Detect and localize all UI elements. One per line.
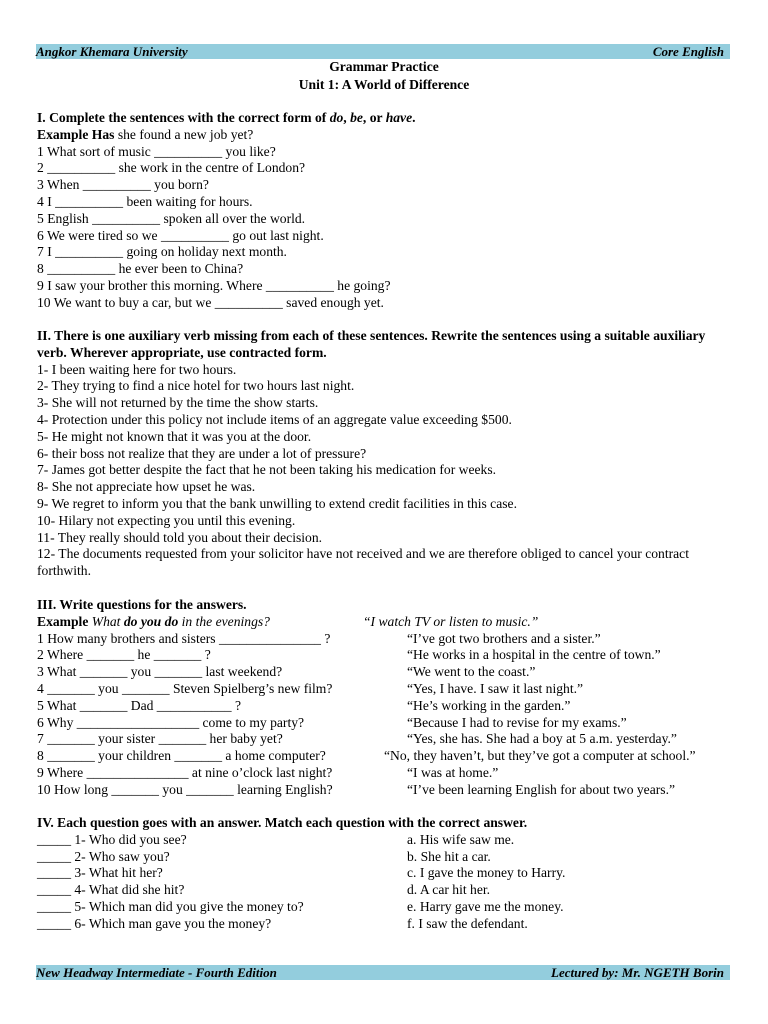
section-1: [37, 110, 737, 312]
list-item: 10 We want to buy a car, but we __________ saved enough yet.: [37, 294, 384, 310]
header-band: [36, 44, 730, 59]
textbook-name: New Headway Intermediate - Fourth Edition: [36, 965, 277, 980]
list-item: 2- They trying to find a nice hotel for two hours last night.: [37, 378, 355, 394]
section-3-example: Example What do you do in the evenings? “I watch TV or listen to music.”: [37, 613, 539, 629]
section-2-heading: II. There is one auxiliary verb missing from each of these sentences. Rewrite the sentences using a suitable auxiliary verb. Wherever appropriate, use contracted form.: [37, 328, 706, 360]
question-row: 2 Where _______ he _______ ? “He works in a hospital in the centre of town.”: [37, 647, 661, 663]
footer-band: [36, 965, 730, 980]
question-row: 6 Why __________________ come to my party? “Because I had to revise for my exams.”: [37, 714, 627, 730]
list-item: 9 I saw your brother this morning. Where __________ he going?: [37, 277, 391, 293]
section-4: [37, 815, 737, 933]
match-row: _____ 6- Which man gave you the money? f. I saw the defendant.: [37, 915, 528, 931]
list-item: 2 __________ she work in the centre of London?: [37, 160, 306, 176]
list-item: 8 __________ he ever been to China?: [37, 261, 244, 277]
list-item: 11- They really should told you about their decision.: [37, 529, 323, 545]
list-item: 7 I __________ going on holiday next month.: [37, 244, 287, 260]
question-row: 3 What _______ you _______ last weekend? “We went to the coast.”: [37, 664, 536, 680]
question-row: 1 How many brothers and sisters _______________ ? “I’ve got two brothers and a sister.”: [37, 630, 601, 646]
question-row: 5 What _______ Dad ___________ ? “He’s working in the garden.”: [37, 697, 571, 713]
list-item: 10- Hilary not expecting you until this evening.: [37, 512, 296, 528]
lecturer-name: Lectured by: Mr. NGETH Borin: [551, 965, 724, 980]
match-row: _____ 4- What did she hit? d. A car hit her.: [37, 882, 491, 898]
section-2: [37, 328, 729, 580]
question-row: 4 _______ you _______ Steven Spielberg’s new film? “Yes, I have. I saw it last night.”: [37, 680, 584, 696]
section-1-heading: I. Complete the sentences with the correct form of do, be, or have.: [37, 110, 416, 125]
question-row: 9 Where _______________ at nine o’clock last night? “I was at home.”: [37, 764, 499, 780]
list-item: 1- I been waiting here for two hours.: [37, 361, 237, 377]
list-item: 7- James got better despite the fact that he not been taking his medication for weeks.: [37, 462, 497, 478]
page-subtitle: Unit 1: A World of Difference: [298, 77, 470, 92]
list-item: 5 English __________ spoken all over the world.: [37, 210, 306, 226]
course-name: Core English: [652, 44, 724, 59]
list-item: 9- We regret to inform you that the bank unwilling to extend credit facilities in this case.: [37, 495, 517, 511]
university-name: Angkor Khemara University: [36, 44, 188, 59]
list-item: 5- He might not known that it was you at the door.: [37, 428, 312, 444]
list-item: 6- their boss not realize that they are under a lot of pressure?: [37, 445, 367, 461]
list-item: 4- Protection under this policy not include items of an aggregate value exceeding $500.: [37, 411, 512, 427]
match-row: _____ 3- What hit her? c. I gave the money to Harry.: [37, 865, 566, 881]
question-row: 7 _______ your sister _______ her baby yet? “Yes, she has. She had a boy at 5 a.m. yesterday.”: [37, 731, 677, 747]
question-row: 8 _______ your children _______ a home computer? “No, they haven’t, but they’ve got a computer at school.”: [37, 748, 696, 764]
section-4-heading: IV. Each question goes with an answer. Match each question with the correct answer.: [37, 815, 528, 830]
section-3: [37, 597, 737, 799]
question-row: 10 How long _______ you _______ learning English? “I’ve been learning English for about two years.”: [37, 781, 675, 797]
list-item: 3- She will not returned by the time the show starts.: [37, 395, 319, 411]
match-row: _____ 1- Who did you see? a. His wife saw me.: [37, 831, 515, 847]
section-3-heading: III. Write questions for the answers.: [37, 597, 247, 612]
section-1-example: Example Has she found a new job yet?: [37, 126, 254, 142]
match-row: _____ 2- Who saw you? b. She hit a car.: [37, 848, 491, 864]
list-item: 1 What sort of music __________ you like?: [37, 143, 276, 159]
match-row: _____ 5- Which man did you give the money to? e. Harry gave me the money.: [37, 898, 564, 914]
list-item: 12- The documents requested from your solicitor have not received and we are therefore obliged to cancel your contract forthwith.: [37, 546, 689, 579]
list-item: 8- She not appreciate how upset he was.: [37, 479, 256, 495]
list-item: 6 We were tired so we __________ go out last night.: [37, 227, 324, 243]
list-item: 4 I __________ been waiting for hours.: [37, 193, 253, 209]
list-item: 3 When __________ you born?: [37, 177, 209, 193]
page-title: Grammar Practice: [329, 59, 439, 74]
